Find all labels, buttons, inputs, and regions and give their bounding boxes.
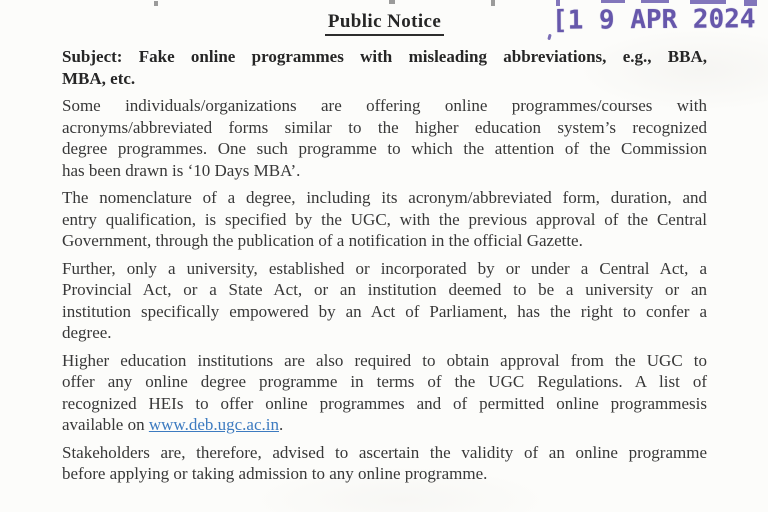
scan-artifact [389,0,395,4]
text-line: acronyms/abbreviated forms similar to the higher education system’s recognized [62,117,707,137]
text-line: before applying or taking admission to any online programme. [62,464,488,483]
text-line: institution specifically empowered by an Act of Parliament, has the right to confer a [62,301,707,321]
notice-paragraph [62,442,707,485]
scan-artifact-stamp-edge [601,0,625,3]
text-line: The nomenclature of a degree, including its acronym/abbreviated form, duration, and [62,188,707,207]
text-line: offer any online degree programme in terms of the UGC Regulations. A list of [62,372,707,391]
notice-body [62,46,707,491]
text-line: has been drawn is ‘10 Days MBA’. [62,160,301,180]
text-span: available on [62,415,149,434]
scan-artifact-stamp-edge [641,0,669,3]
notice-paragraph [62,258,707,344]
text-line: Some individuals/organizations are offering online programmes/courses with [62,96,707,115]
stamp-ink-speck [547,34,551,41]
text-line: Provincial Act, or a State Act, or an institution deemed to be a university or an [62,280,707,299]
deb-ugc-link[interactable]: www.deb.ugc.ac.in [148,415,279,434]
text-line: degree programmes. One such programme to which the attention of the Commission [62,139,707,158]
notice-paragraph [62,95,707,181]
text-line: entry qualification, is specified by the UGC, with the previous approval of the Central [62,209,707,229]
date-stamp: [1 9 APR 2024 [551,4,756,36]
page-title: Public Notice [325,11,444,36]
text-line: recognized HEIs to offer online programmes and of permitted online programmesis [62,393,707,413]
subject-heading [62,46,707,89]
text-line: Higher education institutions are also required to obtain approval from the UGC to [62,350,707,370]
scan-artifact [154,1,158,6]
text-line: Stakeholders are, therefore, advised to ascertain the validity of an online programme [62,442,707,462]
scan-artifact [491,0,495,6]
scan-artifact-stamp-edge [690,0,726,4]
text-line: Government, through the publication of a notification in the official Gazette. [62,231,583,250]
text-line: Further, only a university, established or incorporated by or under a Central Act, a [62,258,707,278]
notice-paragraphs [62,95,707,485]
notice-paragraph [62,187,707,252]
text-line: degree. [62,323,112,342]
text-line [62,414,707,436]
notice-paragraph [62,350,707,436]
text-span: . [279,415,284,434]
text-line: Subject: Fake online programmes with misleading abbreviations, e.g., BBA, [62,47,707,66]
text-line: MBA, etc. [62,68,136,88]
